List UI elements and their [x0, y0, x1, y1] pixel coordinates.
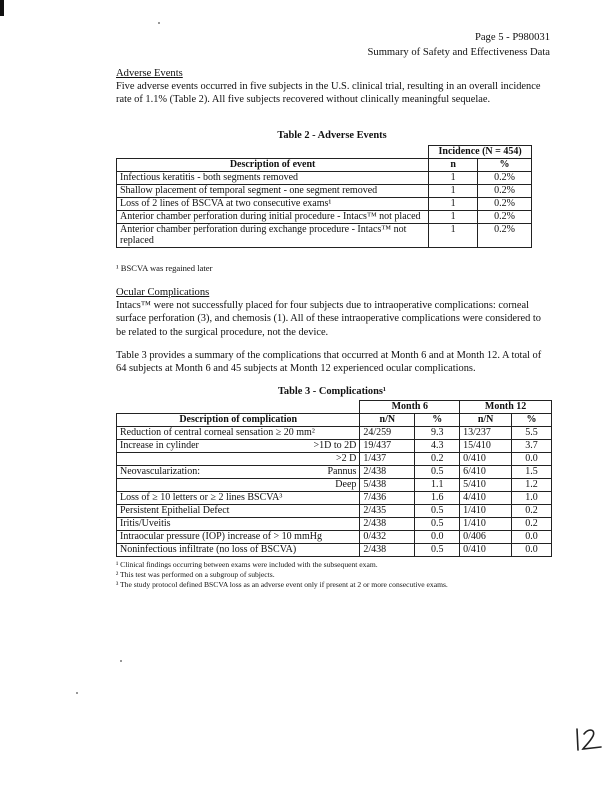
table-row	[117, 185, 532, 198]
event-n: 1	[429, 185, 478, 198]
table3-footnote: ¹ Clinical findings occurring between exams were included with the subsequent exam.	[116, 560, 378, 569]
event-description: Loss of 2 lines of BSCVA at two consecutive exams¹	[117, 198, 429, 211]
event-percent: 0.2%	[478, 185, 532, 198]
event-percent: 0.2%	[478, 224, 532, 248]
incidence-header: Incidence (N = 454)	[429, 146, 532, 159]
table-row	[117, 518, 552, 531]
m12-nn: 1/410	[460, 505, 512, 518]
m6-percent: 4.3	[415, 440, 460, 453]
m12-percent-header: %	[512, 414, 552, 427]
m12-nn: 6/410	[460, 466, 512, 479]
m6-percent: 0.5	[415, 466, 460, 479]
complication-description: Loss of ≥ 10 letters or ≥ 2 lines BSCVA³	[117, 492, 360, 505]
m12-percent: 0.2	[512, 505, 552, 518]
m12-nn: 0/410	[460, 544, 512, 557]
m6-nn: 1/437	[360, 453, 415, 466]
adverse-events-paragraph: Five adverse events occurred in five subjects in the U.S. clinical trial, resulting in an overall incidence rate of 1.1% (Table 2). All five subjects recovered without clinically meaningful sequelae.	[116, 81, 541, 106]
m6-percent: 1.6	[415, 492, 460, 505]
ocular-complications-paragraph: Intacs™ were not successfully placed for four subjects due to intraoperative complications: corneal surface perforation (3), and chemosis (1). All of these intraoperative complications were considered to be related to the surgical procedure, not the device.	[116, 300, 541, 338]
m12-nn: 4/410	[460, 492, 512, 505]
m6-nn: 0/432	[360, 531, 415, 544]
document-title: Summary of Safety and Effectiveness Data	[367, 47, 550, 58]
page-header	[368, 30, 551, 60]
m6-percent: 0.5	[415, 544, 460, 557]
table2-footnote: ¹ BSCVA was regained later	[116, 263, 213, 273]
ocular-complications-heading: Ocular Complications	[116, 287, 210, 298]
m12-nn: 15/410	[460, 440, 512, 453]
table3-footnotes	[116, 560, 448, 590]
complication-description: Neovascularization:	[117, 466, 266, 479]
m12-percent: 0.2	[512, 518, 552, 531]
event-percent: 0.2%	[478, 211, 532, 224]
table-row	[117, 440, 552, 453]
m12-nn-header: n/N	[460, 414, 512, 427]
complication-description	[117, 479, 266, 492]
m12-percent: 0.0	[512, 544, 552, 557]
table-row	[117, 414, 552, 427]
complication-description: Iritis/Uveitis	[117, 518, 360, 531]
m12-percent: 3.7	[512, 440, 552, 453]
m12-percent: 1.2	[512, 479, 552, 492]
table-row	[117, 427, 552, 440]
m6-nn: 2/435	[360, 505, 415, 518]
handwritten-page-mark	[574, 726, 604, 752]
m12-percent: 1.0	[512, 492, 552, 505]
m6-percent: 1.1	[415, 479, 460, 492]
event-description: Anterior chamber perforation during initial procedure - Intacs™ not placed	[117, 211, 429, 224]
m6-nn: 2/438	[360, 544, 415, 557]
scan-speck	[158, 22, 160, 24]
scan-edge-mark	[0, 0, 4, 16]
m6-nn: 24/259	[360, 427, 415, 440]
complication-subtype: >2 D	[265, 453, 360, 466]
event-n: 1	[429, 211, 478, 224]
table3-caption: Table 3 - Complications¹	[277, 386, 387, 397]
event-percent: 0.2%	[478, 172, 532, 185]
complication-subtype: >1D to 2D	[265, 440, 360, 453]
m12-nn: 13/237	[460, 427, 512, 440]
table3-footnote: ³ The study protocol defined BSCVA loss as an adverse event only if present at 2 or more consecutive exams.	[116, 580, 448, 589]
m6-nn: 19/437	[360, 440, 415, 453]
complication-description: Persistent Epithelial Defect	[117, 505, 360, 518]
m12-percent: 0.0	[512, 453, 552, 466]
m6-percent: 0.0	[415, 531, 460, 544]
complication-description: Intraocular pressure (IOP) increase of > 10 mmHg	[117, 531, 360, 544]
m12-percent: 1.5	[512, 466, 552, 479]
table-row	[117, 531, 552, 544]
table-row	[117, 401, 552, 414]
table-row	[117, 466, 552, 479]
m6-nn: 2/438	[360, 518, 415, 531]
month6-header: Month 6	[360, 401, 460, 414]
m6-percent: 0.5	[415, 505, 460, 518]
table-row	[117, 453, 552, 466]
complication-description: Reduction of central corneal sensation ≥ 20 mm²	[117, 427, 360, 440]
table-row	[117, 146, 532, 159]
table3-footnote: ² This test was performed on a subgroup of subjects.	[116, 570, 275, 579]
event-n: 1	[429, 224, 478, 248]
table-row	[117, 198, 532, 211]
n-header: n	[429, 159, 478, 172]
page-number: Page 5 - P980031	[474, 32, 550, 43]
scan-speck	[120, 660, 122, 662]
m6-nn-header: n/N	[360, 414, 415, 427]
complication-subtype: Deep	[265, 479, 360, 492]
table-row	[117, 159, 532, 172]
m12-percent: 5.5	[512, 427, 552, 440]
m6-percent: 0.5	[415, 518, 460, 531]
table-row	[117, 492, 552, 505]
m6-percent: 0.2	[415, 453, 460, 466]
m12-nn: 1/410	[460, 518, 512, 531]
m6-percent: 9.3	[415, 427, 460, 440]
m12-percent: 0.0	[512, 531, 552, 544]
table-row	[117, 211, 532, 224]
m6-nn: 7/436	[360, 492, 415, 505]
m6-percent-header: %	[415, 414, 460, 427]
complication-description	[117, 453, 266, 466]
m6-nn: 5/438	[360, 479, 415, 492]
table2-caption: Table 2 - Adverse Events	[277, 130, 387, 141]
event-n: 1	[429, 198, 478, 211]
complication-description-header: Description of complication	[117, 414, 360, 427]
month12-header: Month 12	[460, 401, 552, 414]
m6-nn: 2/438	[360, 466, 415, 479]
m12-nn: 0/406	[460, 531, 512, 544]
event-description: Infectious keratitis - both segments removed	[117, 172, 429, 185]
m12-nn: 5/410	[460, 479, 512, 492]
table-row	[117, 479, 552, 492]
adverse-events-table	[116, 145, 532, 248]
event-description: Shallow placement of temporal segment - one segment removed	[117, 185, 429, 198]
event-n: 1	[429, 172, 478, 185]
table-row	[117, 172, 532, 185]
complication-description: Noninfectious infiltrate (no loss of BSCVA)	[117, 544, 360, 557]
description-header: Description of event	[117, 159, 429, 172]
percent-header: %	[478, 159, 532, 172]
event-description: Anterior chamber perforation during exchange procedure - Intacs™ not replaced	[117, 224, 429, 248]
table-row	[117, 224, 532, 248]
table-row	[117, 544, 552, 557]
table3-intro-paragraph: Table 3 provides a summary of the complications that occurred at Month 6 and at Month 12. A total of 64 subjects at Month 6 and 45 subjects at Month 12 experienced ocular complications.	[116, 350, 542, 375]
m12-nn: 0/410	[460, 453, 512, 466]
complication-subtype: Pannus	[265, 466, 360, 479]
table-row	[117, 505, 552, 518]
event-percent: 0.2%	[478, 198, 532, 211]
complication-description: Increase in cylinder	[117, 440, 266, 453]
scan-speck	[76, 692, 78, 694]
adverse-events-heading: Adverse Events	[116, 68, 183, 79]
complications-table	[116, 400, 552, 557]
